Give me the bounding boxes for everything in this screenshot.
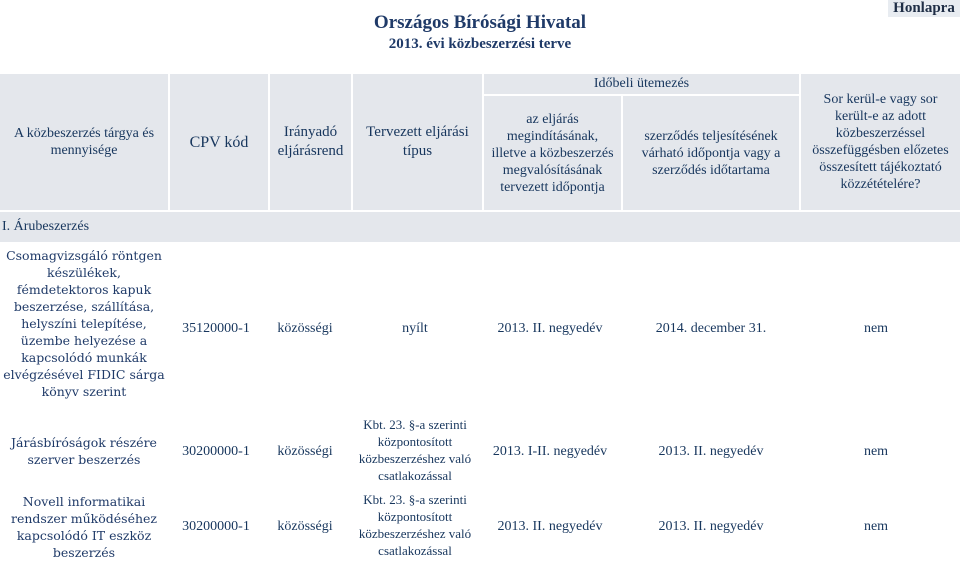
header-subject: A közbeszerzés tárgya és mennyisége [0, 74, 168, 210]
header-prior-notice: Sor kerül-e vagy sor került-e az adott közbeszerzéssel összefüggésben előzetes összesített tájékoztató közzétételére? [801, 74, 960, 210]
row-type: nyílt [402, 321, 428, 336]
header-procedure: Irányadó eljárásrend [270, 74, 351, 210]
honlapra-link[interactable]: Honlapra [888, 0, 960, 17]
row-start: 2013. II. negyedév [497, 321, 603, 336]
row-prior-notice: nem [863, 519, 889, 534]
page-subtitle: 2013. évi közbeszerzési terve [388, 36, 572, 52]
row-cpv: 30200000-1 [182, 444, 250, 459]
row-cpv: 30200000-1 [182, 519, 250, 534]
header-timing-group: Időbeli ütemezés [484, 74, 799, 94]
row-cpv: 35120000-1 [182, 321, 250, 336]
header-start: az eljárás megindításának, illetve a közbeszerzés megvalósításának tervezett időpontja [484, 96, 621, 210]
section-title: I. Árubeszerzés [0, 212, 960, 242]
row-subject: Novell informatikai rendszer működéséhez kapcsolódó IT eszköz beszerzés [10, 494, 158, 560]
header-cpv: CPV kód [170, 74, 268, 210]
row-type: Kbt. 23. §-a szerinti központosított közbeszerzéshez való csatlakozással [358, 492, 472, 558]
row-procedure: közösségi [277, 321, 333, 336]
header-type: Tervezett eljárási típus [353, 74, 482, 210]
header-completion: szerződés teljesítésének várható időpontja vagy a szerződés időtartama [623, 96, 799, 210]
row-completion: 2014. december 31. [655, 321, 767, 336]
row-subject: Csomagvizsgáló röntgen készülékek, fémdetektoros kapuk beszerzése, szállítása, helyszíni telepítése, üzembe helyezése a kapcsolódó munkák elvégzésével FIDIC sárga könyv szerint [3, 248, 165, 399]
row-start: 2013. I-II. negyedév [492, 444, 608, 459]
row-procedure: közösségi [277, 444, 333, 459]
row-subject: Járásbíróságok részére szerver beszerzés [11, 435, 157, 467]
row-completion: 2013. II. negyedév [658, 444, 764, 459]
row-start: 2013. II. negyedév [497, 519, 603, 534]
row-completion: 2013. II. negyedév [658, 519, 764, 534]
page-title: Országos Bírósági Hivatal [373, 12, 587, 33]
row-type: Kbt. 23. §-a szerinti központosított közbeszerzéshez való csatlakozással [358, 417, 472, 483]
row-prior-notice: nem [863, 321, 889, 336]
row-prior-notice: nem [863, 444, 889, 459]
row-procedure: közösségi [277, 519, 333, 534]
